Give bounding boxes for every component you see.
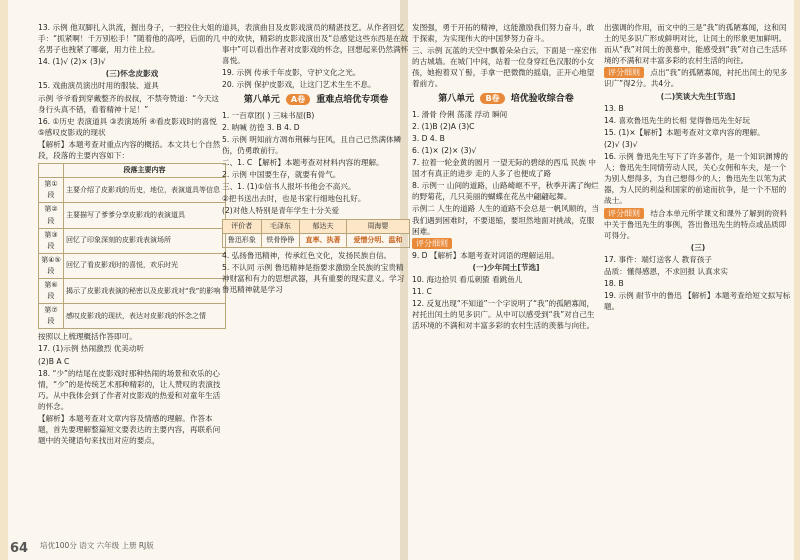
- column-2: [222, 22, 410, 296]
- table-head: 段落主要内容: [64, 164, 226, 178]
- eval-note: [604, 208, 792, 241]
- table-cell: 第⑥段: [39, 278, 64, 303]
- answer-16: 16. 示例 鲁迅先生写下了许多著作，是一个知识渊博的人；鲁迅先生同情劳动人民，关心女佣和车夫，是一个为别人想得多，为自己想得少的人；鲁迅先生以笔为武器，为人民的利益和国家的前途而抗争，是一个不屈的战士。: [604, 152, 788, 206]
- answer-18: 18. “少”的结尾在皮影戏时那种热闹的场景和欢乐的心情，“少”的是传统艺术那种精彩的，让人赞叹的表演技巧。从中我体会到了作者对皮影戏的热爱和对童年生活的怀念。: [38, 368, 221, 411]
- answer-6: 6. (1)× (2)× (3)√: [412, 145, 477, 155]
- table-row: [39, 178, 226, 203]
- page-footer: 培优100分 语文 六年级 上册 RJ版: [40, 541, 154, 550]
- answer-part2: 二、1. C 【解析】本题考查对材料内容的理解。: [222, 158, 384, 168]
- answer-13: 13. 示例 他双脚扎入洪流，握出身子，一把拉住大姐的手：“抓紧啊！千万别松手！”随着他的高呼，后面的几名男子也拽紧了哪豪，用力往上拉。: [38, 23, 222, 55]
- column-4: [604, 22, 792, 313]
- section-heading: (一)少年闰土[节选]: [472, 262, 540, 272]
- table-cell: 直率、执著: [300, 233, 347, 247]
- answer-16-analysis: 【解析】本题考查对重点内容的概括。本文共七个自然段，段落的主要内容如下：: [38, 139, 221, 161]
- table-row: [39, 203, 226, 228]
- answer-8b: 示例二 人生的道路 人生的道路不会总是一帆风顺的，当我们遇到困难时，不要退缩，要坦然地面对挑战，克服困难。: [412, 204, 600, 236]
- answer-part2b: 2. 示例 中国要生存，就要有骨气。: [222, 170, 341, 180]
- table-cell: 感叹皮影戏的现状，表达对皮影戏的怀念之情: [64, 304, 226, 329]
- table-row: [39, 228, 226, 253]
- answer-1: 1. 滑骨 伶俐 荡漾 浮动 瞬间: [412, 109, 508, 119]
- table-row: [39, 304, 226, 329]
- answer-part3c: (2)对他人特别是青年学生十分关爱: [222, 206, 340, 216]
- unit-heading: [222, 94, 410, 106]
- eval-text: 点出“我”的孤陋寡闻，衬托出闰土的见多识广”得2分。共4分。: [604, 68, 788, 89]
- answer-15-example: 示例 爷爷看到穿戴整齐的叔叔，不禁夸赞道：“今天这身行头真不错，看着精神十足！”: [38, 93, 220, 114]
- table-cell: 爱憎分明、温和: [346, 233, 409, 247]
- answer-continued: 发图强，勇于开拓的精神，这能激励我们努力奋斗，敢于探索，为实现伟大的中国梦努力奋斗。: [412, 23, 595, 44]
- answer-11: 11. C: [412, 287, 432, 297]
- table-row: [223, 233, 410, 247]
- left-margin: [0, 0, 8, 560]
- table-head: [39, 164, 64, 178]
- unit-label: 第八单元: [438, 93, 475, 104]
- answer-part3: 三、1. (1)①信书人报坏书他会不高兴。: [222, 182, 356, 192]
- answer-19: 19. 示例 传承千年皮影，守护文化之光。: [222, 68, 361, 78]
- answer-17: 17. (1)示例 热闹激烈 优美动听: [38, 344, 145, 354]
- table-cell: 第③段: [39, 228, 64, 253]
- table-cell: 郁达夫: [300, 219, 347, 233]
- answer-5: 5. 示例 明知前方凋布荆棘与狂风，且自己已然满体鳞伤，仍勇敢前行。: [222, 134, 402, 155]
- eval-tag: 评分细则: [412, 238, 452, 249]
- section-heading: (二)笑谈大先生[节选]: [660, 91, 736, 101]
- answer-17b: (2)B A C: [38, 356, 70, 366]
- answer-part3b: ②把书送出去时，也是书家行细地包扎好。: [222, 194, 366, 204]
- answer-13: 13. B: [604, 103, 624, 113]
- paper-badge: A卷: [286, 94, 310, 105]
- table-cell: 回忆了看皮影戏时的喜悦，欢乐时光: [64, 253, 226, 278]
- eval-text: 结合本单元所学课文和课外了解到的资料中关于鲁迅先生的事例，答出鲁迅先生的特点或品质即可得分。: [604, 208, 788, 240]
- evaluation-table: [222, 219, 410, 248]
- table-row: [39, 278, 226, 303]
- paper-badge: B卷: [480, 93, 504, 104]
- table-cell: 铁骨铮铮: [261, 233, 300, 247]
- eval-tag: 评分细则: [604, 67, 644, 78]
- table-cell: 主要描写了爹爹分享皮影戏的表演道具: [64, 203, 226, 228]
- page-number: 64: [10, 541, 29, 556]
- unit-label: 第八单元: [243, 94, 280, 105]
- answer-continued: 道具，表演曲目及皮影戏演员的精湛技艺。从作者回忆中的欢快，精彩的皮影戏演出及“总感觉这些东西是在故事中”可以看出作者对皮影戏的怀念，回想起来仍然满怀喜悦。: [222, 23, 409, 66]
- answer-15: 15. (1)×【解析】本题考查对文章内容的理解。: [604, 127, 765, 137]
- column-3: [412, 22, 600, 332]
- eval-note: [604, 67, 792, 89]
- table-cell: 主要介绍了皮影戏的历史，地位，表演道具等信息: [64, 178, 226, 203]
- section-heading: (三): [690, 242, 706, 252]
- answer-16: 16. ①历史 表演道具 ③表演场所 ④看皮影戏时的喜悦 ⑤感叹皮影戏的现状: [38, 116, 217, 137]
- table-row: [223, 219, 410, 233]
- answer-9: 9. D 【解析】本题考查对词语的理解运用。: [412, 250, 560, 260]
- answer-18: 18. B: [604, 279, 624, 289]
- answer-3: 3. D 4. B: [412, 133, 445, 143]
- unit-title: 培优验收综合卷: [510, 93, 574, 104]
- answer-15b: (2)√ (3)√: [604, 139, 638, 149]
- answer-continued: 出强调的作用，而文中的三是“我”的孤陋寡闻，这和闰土的见多识广形成鲜明对比，让闰土的形象更加鲜明。而从“我”对闰土的羡慕中，能感受到“我”对自己生活环境的不满和对丰富多彩的农村生活的向往。: [604, 23, 787, 66]
- answer-19: 19. 示例 耐节中的鲁迅 【解析】本题考查给短文拟写标题。: [604, 291, 791, 312]
- table-cell: 第⑦段: [39, 304, 64, 329]
- answer-8: 8. 示例一 山间的道路，山路崎岖不平，秋季开满了绚烂的野菊花，几只美丽的蝴蝶在花丛中翩翩起舞。: [412, 181, 599, 202]
- table-cell: 揭示了皮影戏表演的秘密以及皮影戏对“我”的影响: [64, 278, 226, 303]
- paragraph-table: [38, 163, 226, 329]
- unit-title: 重难点培优专项卷: [316, 94, 389, 105]
- table-cell: 回忆了印象深刻的皮影戏表演场所: [64, 228, 226, 253]
- answer-17b: 品质：懂得感恩，不求回报 认真求实: [604, 266, 728, 276]
- section-heading: (三)怀念皮影戏: [105, 69, 159, 79]
- answer-2: 2. (1)B (2)A (3)C: [412, 121, 475, 131]
- unit-heading: [412, 93, 600, 105]
- table-row: [39, 253, 226, 278]
- eval-tag: 评分细则: [604, 208, 644, 219]
- answer-4: 4. 弘扬鲁迅精神，传承红色文化，发扬民族自信。: [222, 250, 392, 260]
- answer-15: 15. 戏曲演员演出时用的服装、道具: [38, 81, 159, 91]
- right-margin: [794, 0, 800, 560]
- answer-1: 1. 一百章团( ) 三味书屋(B): [222, 110, 315, 120]
- answer-7: 7. 拉着一轮金黄的圆月 一望无际的碧绿的西瓜 民族 中国才有真正的进步 走的人多了也便成了路: [412, 158, 596, 179]
- answer-2: 2. 呐喊 彷徨 3. B 4. D: [222, 122, 300, 132]
- table-cell: 第①段: [39, 178, 64, 203]
- eval-note: [412, 238, 600, 249]
- table-cell: 第②段: [39, 203, 64, 228]
- answer-10: 10. 海边拾贝 看瓜刺猹 看跳鱼儿: [412, 274, 523, 284]
- answer-17: 17. 事件：端灯送客人 教育孩子: [604, 254, 713, 264]
- answer-part3: 三、示例 瓦蓝的天空中飘着朵朵白云，下面是一座宏伟的古城墙。在城门中间，站着一位身穿红色汉服的小女孩，她抱着双丫髻，手拿一把微微的摇扇，正开心地望着前方。: [412, 46, 597, 89]
- column-1: [38, 22, 226, 447]
- table-cell: 周海婴: [346, 219, 409, 233]
- answer-14: 14. 喜欢鲁迅先生的长相 觉得鲁迅先生好玩: [604, 115, 750, 125]
- answer-16-note: 按照以上梳理概括作答即可。: [38, 332, 137, 342]
- table-cell: 毛泽东: [261, 219, 300, 233]
- answer-20: 20. 示例 保护皮影戏，让这门艺术生生不息。: [222, 80, 376, 90]
- table-cell: 评价者: [223, 219, 262, 233]
- table-cell: 鲁迅形象: [223, 233, 262, 247]
- answer-18-analysis: 【解析】本题考查对文章内容及情感的理解。作答本题，首先要理解整篇短文要表达的主要内容，再联系问题中的关键语句来找出对应的要点，: [38, 414, 221, 446]
- answer-14: 14. (1)√ (2)× (3)√: [38, 57, 106, 67]
- answer-12: 12. 反复出现“不知道”一个字说明了“我”的孤陋寡闻，衬托出闰土的见多识广。从中可以感受到“我”对自己生活环境的不满和对丰富多彩的农村生活的羡慕与向往。: [412, 299, 595, 331]
- table-cell: 第④⑤段: [39, 253, 64, 278]
- answer-5b: 5. 不认同 示例 鲁迅精神是指要求激励全民族的宝贵精神财富和有力的思想武器，具有重要的现实意义。学习鲁迅精神就是学习: [222, 262, 405, 294]
